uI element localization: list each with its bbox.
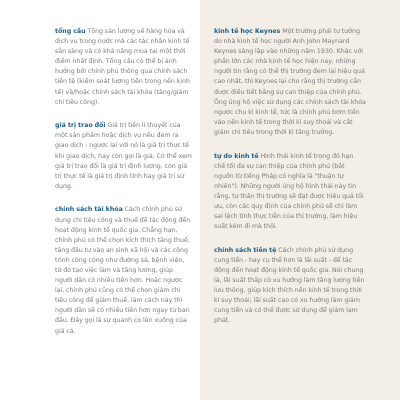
glossary-entry-aggregate-demand xyxy=(55,27,192,108)
glossary-term: chính sách tiền tệ xyxy=(214,246,277,254)
entry-paragraph xyxy=(55,27,192,108)
glossary-definition: Một trường phái tư tưởng do nhà kinh tế học người Anh John Maynard Keynes sáng lập vào những năm 1930. Khác với phần lớn các nhà kinh tế học hiện nay, những người tin rằng có thể thị trường đem lại hiệu quả cao nhất, thì Keynes lại cho rằng thị trường cần được điều tiết bằng sự can thiệp của chính phủ. Ông ủng hộ việc sử dụng các chính sách tài khóa ngược chu kì kinh tế, tức là chính phủ bơm tiền vào nền kinh tế trong thời kì suy thoái và cắt giảm chi tiêu trong thời kì tăng trưởng. xyxy=(214,28,366,136)
entry-paragraph xyxy=(55,121,192,192)
glossary-entry-fiscal-policy xyxy=(55,205,192,336)
entry-paragraph xyxy=(214,152,366,233)
glossary-definition: Giá trị tiền lí thuyết của một sản phẩm hoặc dịch vụ nếu đem ra giao dịch - ngược lại với nó là giá trị thực tế khi giao dịch, hay còn gọi là giá. Có thể xem giá trị trao đổi là giá trị định lượng, còn giá trị thực tế là giá trị định tính hay giá trị sử dụng. xyxy=(55,122,192,190)
right-column xyxy=(200,0,400,400)
entry-paragraph xyxy=(55,205,192,336)
glossary-entry-keynesian-economics xyxy=(214,27,366,138)
glossary-term: giá trị trao đổi xyxy=(55,122,106,130)
glossary-definition: Cách chính phủ sử dụng cung tiền - hay cụ thể hơn là lãi suất - để tác động đến hoạt động kinh tế quốc gia. Nói chung là, lãi suất thấp có xu hướng làm tăng lượng tiền lưu thông, giúp kích thích nền kinh tế trong thời kì suy thoái; lãi suất cao có xu hướng làm giảm cung tiền và có thể được sử dụng để giảm lạm phát. xyxy=(214,246,365,325)
glossary-entry-exchange-value xyxy=(55,121,192,192)
glossary-definition: Hình thái kinh tế trong đó hạn chế tối đa sự can thiệp của chính phủ (bắt nguồn từ tiếng Pháp có nghĩa là "thuận tự nhiên"). Những người ủng hộ hình thái này tin rằng, tự thân thị trường sẽ đạt được hiệu quả tối ưu, còn các quy định của chính phủ sẽ chỉ làm sai lệch tính thực tiễn của thị trường, làm hiệu suất kém đi mà thôi. xyxy=(214,152,364,231)
glossary-term: tổng cầu xyxy=(55,28,86,35)
glossary-entry-laissez-faire xyxy=(214,152,366,233)
entry-paragraph xyxy=(214,27,366,138)
glossary-term: kinh tế học Keynes xyxy=(214,28,281,35)
glossary-definition: Cách chính phủ sử dụng chi tiêu công và thuế để tác động đến hoạt động kinh tế quốc gia. Chẳng hạn, chính phủ có thể chọn kích thích tăng thuế, tăng đầu tư vào an sinh xã hội và các công trình công cộng như đường sá, bệnh viện, từ đó tạo việc làm và tăng lương, giúp người dân có nhiều tiền hơn. Hoặc ngược lại, chính phủ cũng có thể chọn giảm chi tiêu công để giảm thuế, làm cách này thì người dân sẽ có nhiều tiền hơn ngay từ ban đầu. Đây gọi là sự quanh co lên xuống của giá cả. xyxy=(55,206,191,335)
entry-paragraph xyxy=(214,246,366,327)
glossary-definition: Tổng sản lượng về hàng hóa và dịch vụ trong nước mà các tác nhân kinh tế sẵn sàng và có khả năng mua tại một thời điểm nhất định. Tổng cầu có thể bị ảnh hưởng bởi chính phủ thông qua chính sách tiền tệ (kiểm soát lượng tiền trong nền kinh tế) và/hoặc chính sách tài khóa (tăng/giảm chi tiêu công). xyxy=(55,28,190,106)
glossary-entry-monetary-policy xyxy=(214,246,366,327)
glossary-term: tự do kinh tế xyxy=(214,152,259,160)
glossary-term: chính sách tài khóa xyxy=(55,206,123,214)
